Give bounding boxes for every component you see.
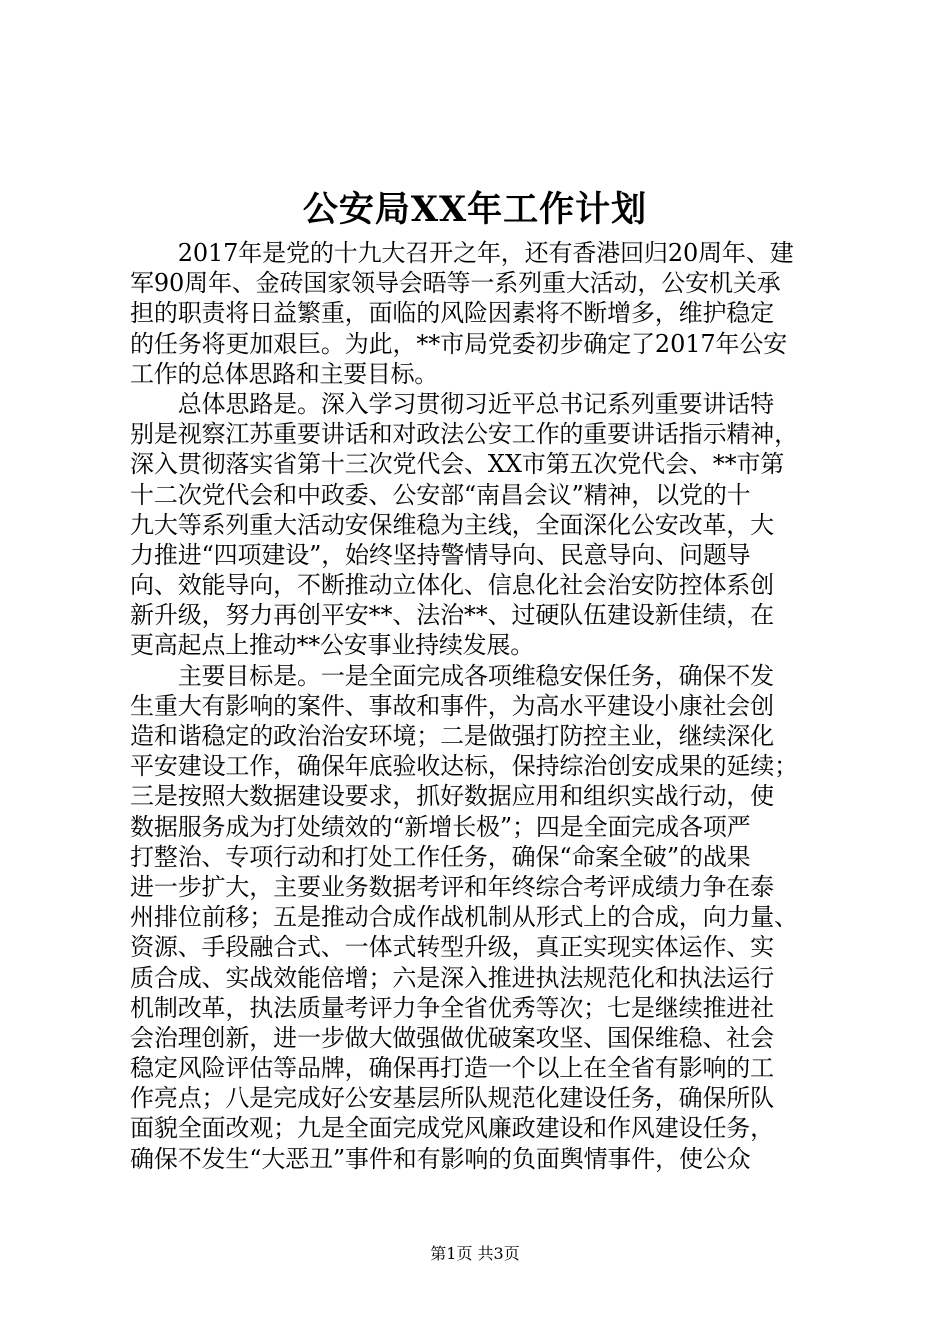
body-line: 州排位前移；五是推动合成作战机制从形式上的合成，向力量、 [130,903,798,932]
body-line: 更高起点上推动**公安事业持续发展。 [130,631,534,660]
body-line: 担的职责将日益繁重，面临的风险因素将不断增多，维护稳定 [130,299,774,328]
body-line: 深入贯彻落实省第十三次党代会、XX市第五次党代会、**市第 [130,450,785,479]
body-line: 力推进“四项建设”，始终坚持警情导向、民意导向、问题导 [130,540,751,569]
body-line: 机制改革，执法质量考评力争全省优秀等次；七是继续推进社 [130,993,774,1022]
body-line: 面貌全面改观；九是全面完成党风廉政建设和作风建设任务， [130,1114,774,1143]
body-line: 进一步扩大，主要业务数据考评和年终综合考评成绩力争在泰 [130,872,774,901]
document-body [130,238,830,1174]
body-line: 的任务将更加艰巨。为此，**市局党委初步确定了2017年公安 [130,329,788,358]
body-line: 三是按照大数据建设要求，抓好数据应用和组织实战行动，使 [130,782,774,811]
body-line: 主要目标是。一是全面完成各项维稳安保任务，确保不发 [130,661,774,690]
body-line: 别是视察江苏重要讲话和对政法公安工作的重要讲话指示精神， [130,420,798,449]
body-line: 确保不发生“大恶丑”事件和有影响的负面舆情事件，使公众 [130,1144,751,1173]
body-line: 作亮点；八是完成好公安基层所队规范化建设任务，确保所队 [130,1084,774,1113]
body-line: 总体思路是。深入学习贯彻习近平总书记系列重要讲话特 [130,389,774,418]
body-line: 生重大有影响的案件、事故和事件，为高水平建设小康社会创 [130,691,774,720]
page-footer: 第1页 共3页 [430,1244,520,1263]
body-line: 造和谐稳定的政治治安环境；二是做强打防控主业，继续深化 [130,722,774,750]
body-line: 新升级，努力再创平安**、法治**、过硬队伍建设新佳绩，在 [130,601,774,630]
body-line: 资源、手段融合式、一体式转型升级，真正实现实体运作、实 [130,933,774,962]
document-title: 公安局XX年工作计划 [302,189,648,230]
body-line: 会治理创新，进一步做大做强做优破案攻坚、国保维稳、社会 [130,1023,774,1052]
body-line: 质合成、实战效能倍增；六是深入推进执法规范化和执法运行 [130,963,774,992]
body-line: 数据服务成为打处绩效的“新增长极”；四是全面完成各项严 [130,812,751,841]
body-line: 向、效能导向，不断推动立体化、信息化社会治安防控体系创 [130,571,774,600]
body-line: 军90周年、金砖国家领导会晤等一系列重大活动，公安机关承 [130,269,781,298]
body-line: 打整治、专项行动和打处工作任务，确保“命案全破”的战果 [130,842,751,871]
body-line: 九大等系列重大活动安保维稳为主线，全面深化公安改革，大 [130,510,774,539]
body-line: 稳定风险评估等品牌，确保再打造一个以上在全省有影响的工 [130,1054,774,1083]
body-line: 工作的总体思路和主要目标。 [130,359,438,388]
body-line: 平安建设工作，确保年底验收达标，保持综治创安成果的延续； [130,752,798,781]
body-line: 2017年是党的十九大召开之年，还有香港回归20周年、建 [130,239,794,267]
body-line: 十二次党代会和中政委、公安部“南昌会议”精神，以党的十 [130,480,751,509]
